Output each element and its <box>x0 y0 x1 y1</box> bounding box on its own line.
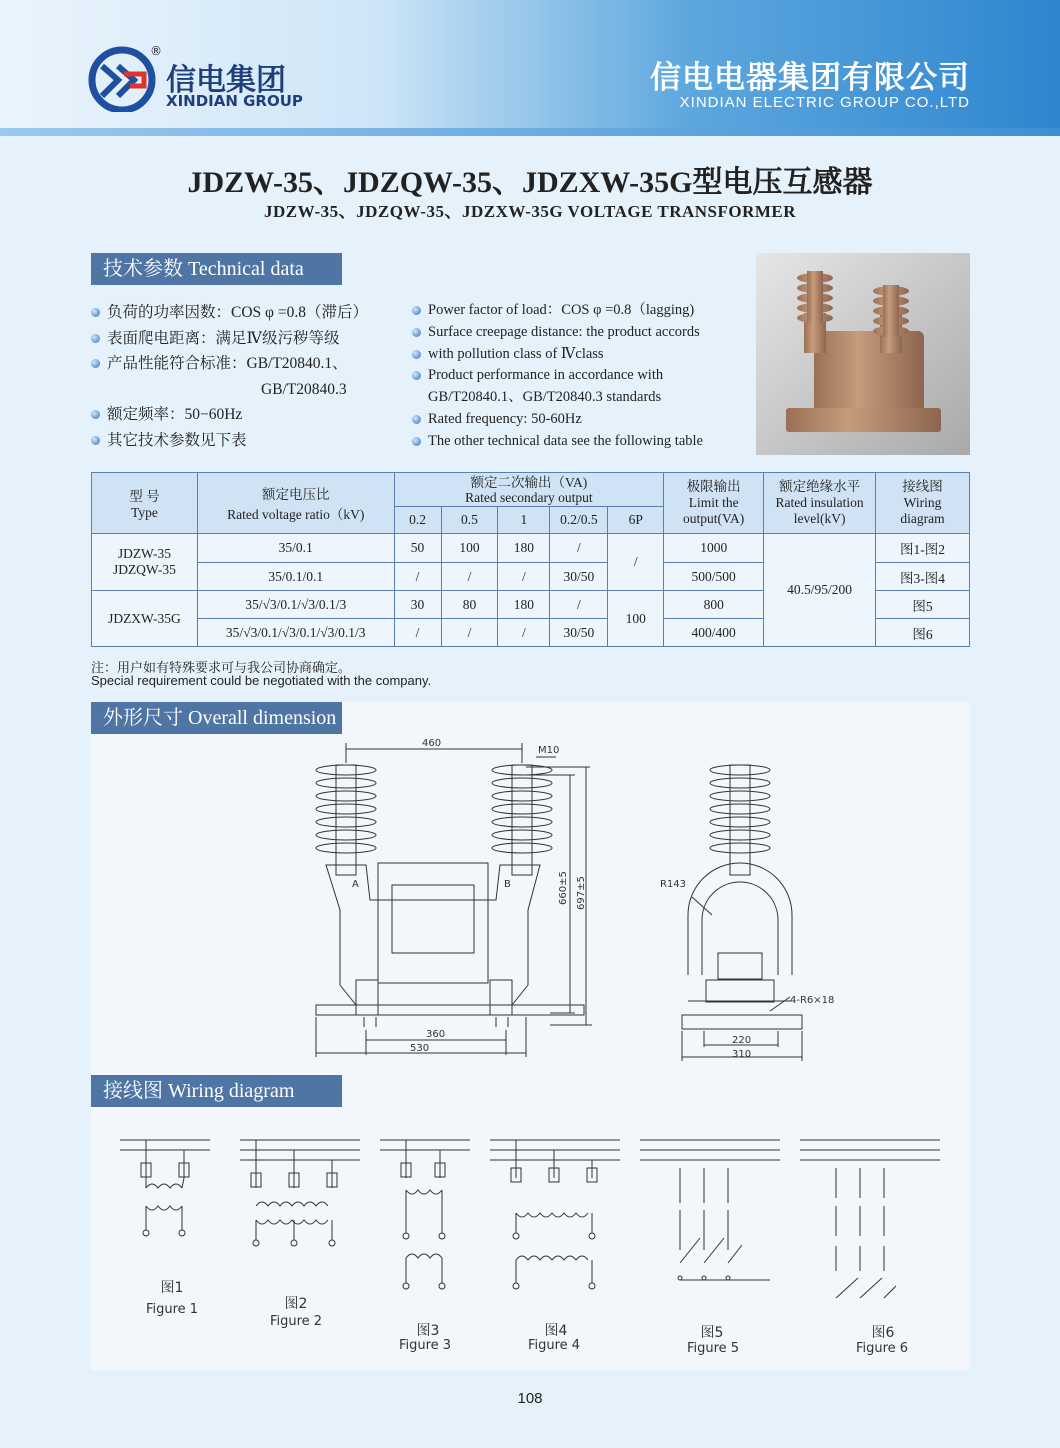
wiring-cell: 图6 <box>876 619 970 647</box>
figure-2-diagram <box>240 1140 360 1246</box>
header-class: 0.2/0.5 <box>550 507 608 534</box>
wiring-cell: 图3-图4 <box>876 563 970 591</box>
limit-cell: 500/500 <box>664 563 764 591</box>
dim-310: 310 <box>732 1049 752 1060</box>
limit-cell: 800 <box>664 591 764 619</box>
header-class: 0.2 <box>394 507 441 534</box>
header-limit: 极限输出 Limit the output(VA) <box>664 473 764 534</box>
figure-1-diagram <box>120 1140 210 1236</box>
output-cell: / <box>394 563 441 591</box>
brand-en: XINDIAN GROUP <box>166 92 303 110</box>
list-item: The other technical data see the following table <box>412 431 703 453</box>
header-class: 1 <box>498 507 550 534</box>
header-insulation: 额定绝缘水平 Rated insulation level(kV) <box>764 473 876 534</box>
list-item: 产品性能符合标准：GB/T20840.1、 <box>91 351 368 377</box>
output-cell: / <box>441 619 498 647</box>
dim-460: 460 <box>422 738 442 749</box>
technical-list-en <box>412 300 703 453</box>
product-photo <box>756 253 970 455</box>
spec-table <box>91 472 970 647</box>
dimension-drawing <box>300 735 840 1065</box>
note-en: Special requirement could be negotiated with the company. <box>91 673 432 688</box>
list-item-continued: GB/T20840.3 <box>261 380 347 398</box>
list-item: Power factor of load：COS φ =0.8（lagging) <box>412 300 703 322</box>
dim-360: 360 <box>426 1029 446 1040</box>
figure-5-cn: 图5 <box>700 1325 724 1341</box>
figure-3-cn: 图3 <box>416 1323 440 1339</box>
figure-1-cn: 图1 <box>160 1280 184 1296</box>
list-item: 额定频率：50−60Hz <box>91 402 368 428</box>
output-cell: / <box>394 619 441 647</box>
header-ratio: 额定电压比 Rated voltage ratio（kV) <box>197 473 394 534</box>
ratio-cell: 35/0.1/0.1 <box>197 563 394 591</box>
wiring-heading: 接线图 Wiring diagram <box>91 1075 342 1107</box>
figure-6-cn: 图6 <box>871 1325 895 1341</box>
ratio-cell: 35/√3/0.1/√3/0.1/√3/0.1/3 <box>197 619 394 647</box>
note-cn: 注：用户如有特殊要求可与我公司协商确定。 <box>91 660 352 675</box>
output-cell: 30 <box>394 591 441 619</box>
dim-holes: 4-R6×18 <box>790 995 835 1006</box>
left-insulator <box>316 765 376 875</box>
header-wiring: 接线图 Wiring diagram <box>876 473 970 534</box>
header-type: 型 号 Type <box>92 473 198 534</box>
output-cell: 180 <box>498 534 550 563</box>
output-cell: / <box>550 591 608 619</box>
limit-cell: 1000 <box>664 534 764 563</box>
figure-5-en: Figure 5 <box>686 1341 740 1356</box>
figure-3-en: Figure 3 <box>398 1338 452 1353</box>
terminal-b-label: B <box>504 879 511 890</box>
list-item: Product performance in accordance with <box>412 365 703 387</box>
dim-r143: R143 <box>660 879 687 890</box>
output-cell: / <box>498 619 550 647</box>
figure-5-diagram <box>640 1140 780 1280</box>
wiring-cell: 图5 <box>876 591 970 619</box>
dimension-heading: 外形尺寸 Overall dimension <box>91 702 342 734</box>
wiring-diagrams <box>110 1128 960 1298</box>
header-class: 6P <box>608 507 664 534</box>
figure-1-en: Figure 1 <box>145 1302 199 1317</box>
terminal-a-label: A <box>352 879 359 890</box>
list-item: 其它技术参数见下表 <box>91 428 368 454</box>
header-strip <box>0 128 1060 136</box>
page-number: 108 <box>517 1390 543 1407</box>
list-item: with pollution class of Ⅳclass <box>412 344 703 366</box>
ratio-cell: 35/0.1 <box>197 534 394 563</box>
figure-2-cn: 图2 <box>284 1296 308 1312</box>
list-item: 表面爬电距离：满足Ⅳ级污秽等级 <box>91 326 368 352</box>
insulation-cell: 40.5/95/200 <box>764 534 876 647</box>
table-row <box>92 534 970 563</box>
right-insulator <box>492 765 552 875</box>
dim-530: 530 <box>410 1043 430 1054</box>
output-cell: / <box>498 563 550 591</box>
output-cell: / <box>441 563 498 591</box>
technical-data-heading: 技术参数 Technical data <box>91 253 342 285</box>
output-cell: 50 <box>394 534 441 563</box>
figure-4-en: Figure 4 <box>527 1338 581 1353</box>
dim-660: 660±5 <box>558 871 569 905</box>
dim-m10: M10 <box>538 745 560 756</box>
limit-cell: 400/400 <box>664 619 764 647</box>
dim-220: 220 <box>732 1035 752 1046</box>
registered-mark: ® <box>150 44 162 58</box>
type-cell: JDZXW-35G <box>92 591 198 647</box>
list-item: Surface creepage distance: the product accords <box>412 322 703 344</box>
output-cell: 180 <box>498 591 550 619</box>
output-cell: 100 <box>441 534 498 563</box>
list-item: Rated frequency: 50-60Hz <box>412 409 703 431</box>
output-cell-6p: / <box>608 534 664 591</box>
output-cell: 30/50 <box>550 563 608 591</box>
header-class: 0.5 <box>441 507 498 534</box>
figure-6-en: Figure 6 <box>855 1341 909 1356</box>
output-cell: 80 <box>441 591 498 619</box>
figure-3-diagram <box>380 1140 470 1289</box>
output-cell: / <box>550 534 608 563</box>
side-view <box>660 765 834 1061</box>
figure-6-diagram <box>800 1140 940 1298</box>
company-name-en: XINDIAN ELECTRIC GROUP CO.,LTD <box>679 94 970 111</box>
wiring-cell: 图1-图2 <box>876 534 970 563</box>
brand-cn: 信电集团 <box>166 63 286 98</box>
dim-697: 697±5 <box>576 876 587 910</box>
type-cell: JDZW-35 JDZQW-35 <box>92 534 198 591</box>
output-cell-6p: 100 <box>608 591 664 647</box>
company-name-cn: 信电电器集团有限公司 <box>650 60 970 96</box>
page-subtitle: JDZW-35、JDZQW-35、JDZXW-35G VOLTAGE TRANSFORMER <box>263 202 797 221</box>
figure-4-diagram <box>490 1140 620 1289</box>
figure-2-en: Figure 2 <box>269 1314 323 1329</box>
company-logo-icon <box>88 46 158 112</box>
ratio-cell: 35/√3/0.1/√3/0.1/3 <box>197 591 394 619</box>
list-item: GB/T20840.1、GB/T20840.3 standards <box>428 389 662 406</box>
figure-4-cn: 图4 <box>544 1323 568 1339</box>
list-item: 负荷的功率因数：COS φ =0.8（滞后） <box>91 300 368 326</box>
page-title: JDZW-35、JDZQW-35、JDZXW-35G型电压互感器 <box>187 166 873 199</box>
header-output: 额定二次输出（VA) Rated secondary output <box>394 473 664 507</box>
output-cell: 30/50 <box>550 619 608 647</box>
technical-list-cn <box>91 300 368 453</box>
